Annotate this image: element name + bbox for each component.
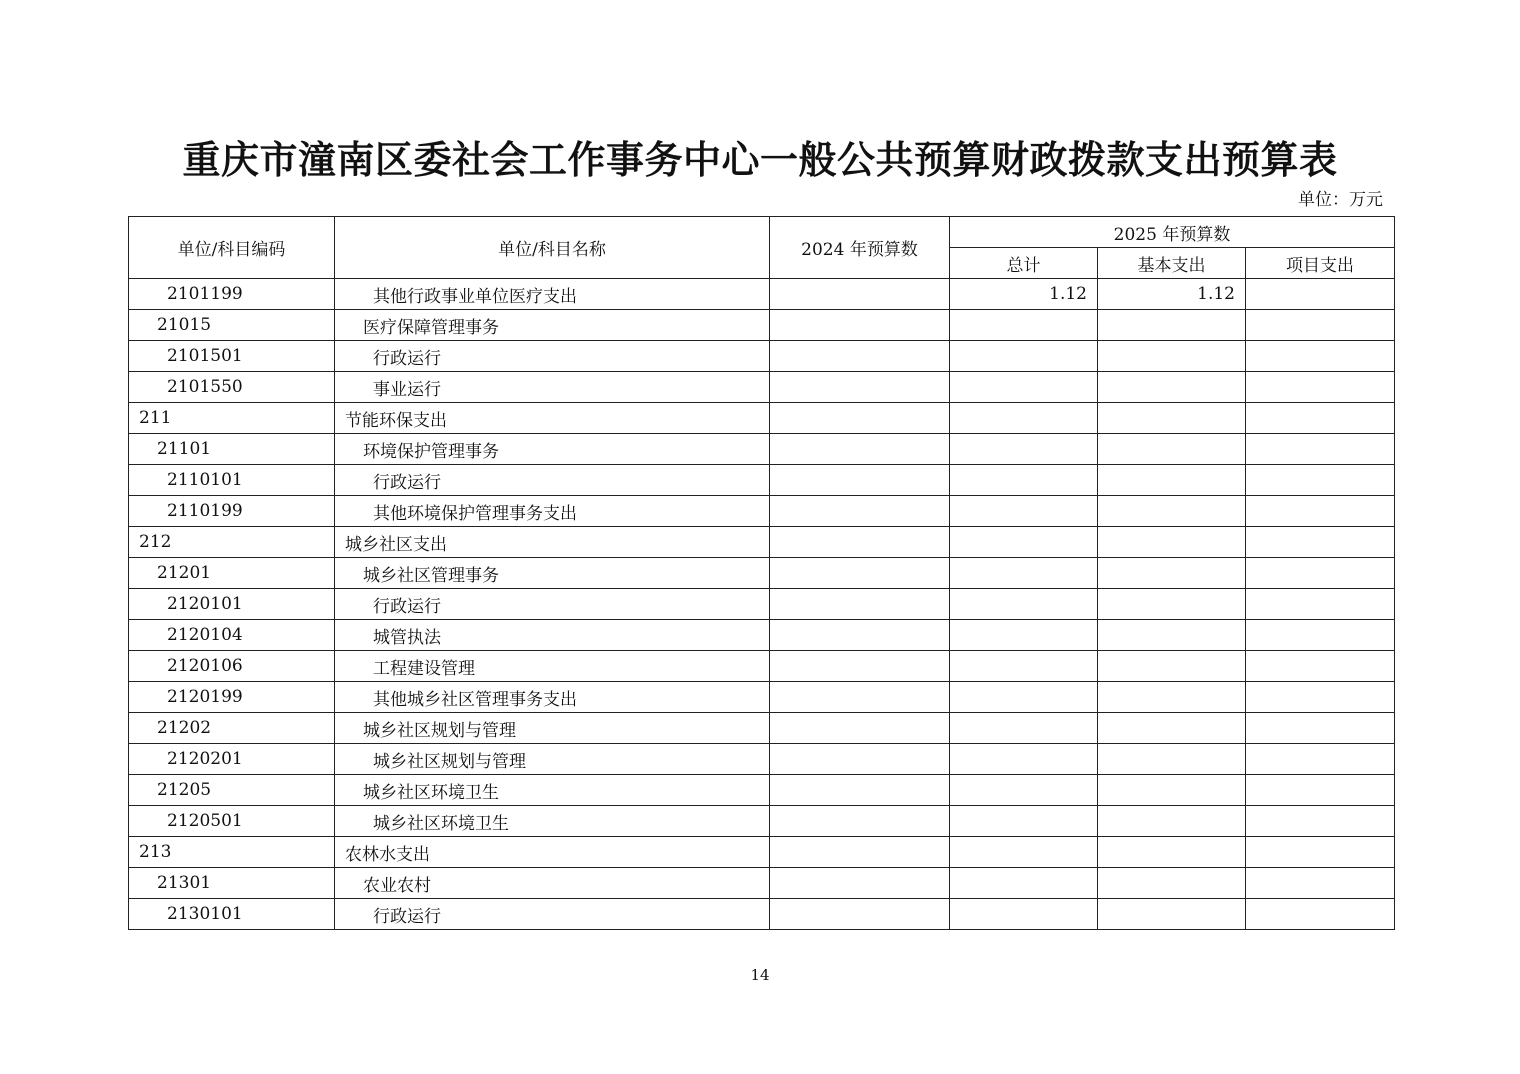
cell-total: [950, 620, 1098, 651]
table-row: [129, 837, 1395, 868]
cell-total: [950, 682, 1098, 713]
cell-budget-2024: [770, 434, 950, 465]
cell-code: 2120199: [129, 682, 335, 713]
cell-name: 其他行政事业单位医疗支出: [335, 279, 770, 310]
cell-basic: [1098, 651, 1246, 682]
cell-basic: [1098, 713, 1246, 744]
cell-total: 1.12: [950, 279, 1098, 310]
cell-code: 2101501: [129, 341, 335, 372]
cell-code: 211: [129, 403, 335, 434]
cell-budget-2024: [770, 806, 950, 837]
cell-code: 2120201: [129, 744, 335, 775]
cell-basic: [1098, 589, 1246, 620]
cell-total: [950, 403, 1098, 434]
cell-code: 212: [129, 527, 335, 558]
cell-project: [1246, 465, 1395, 496]
table-row: [129, 713, 1395, 744]
cell-total: [950, 465, 1098, 496]
cell-project: [1246, 682, 1395, 713]
cell-basic: [1098, 620, 1246, 651]
cell-total: [950, 806, 1098, 837]
cell-basic: 1.12: [1098, 279, 1246, 310]
cell-total: [950, 527, 1098, 558]
table-row: [129, 465, 1395, 496]
table-row: [129, 651, 1395, 682]
table-body: [129, 279, 1395, 930]
table-row: [129, 806, 1395, 837]
cell-basic: [1098, 682, 1246, 713]
cell-code: 2130101: [129, 899, 335, 930]
cell-project: [1246, 899, 1395, 930]
table-row: [129, 775, 1395, 806]
cell-project: [1246, 868, 1395, 899]
header-total: 总计: [950, 248, 1098, 279]
cell-code: 2120101: [129, 589, 335, 620]
cell-code: 21202: [129, 713, 335, 744]
cell-basic: [1098, 837, 1246, 868]
table-row: [129, 372, 1395, 403]
cell-project: [1246, 806, 1395, 837]
cell-basic: [1098, 806, 1246, 837]
cell-name: 农业农村: [335, 868, 770, 899]
cell-name: 行政运行: [335, 899, 770, 930]
table-row: [129, 527, 1395, 558]
table-row: [129, 868, 1395, 899]
cell-name: 城管执法: [335, 620, 770, 651]
cell-total: [950, 868, 1098, 899]
cell-budget-2024: [770, 620, 950, 651]
cell-name: 节能环保支出: [335, 403, 770, 434]
cell-total: [950, 496, 1098, 527]
cell-total: [950, 589, 1098, 620]
cell-code: 21301: [129, 868, 335, 899]
header-row-1: [129, 217, 1395, 248]
cell-name: 环境保护管理事务: [335, 434, 770, 465]
cell-budget-2024: [770, 403, 950, 434]
cell-basic: [1098, 465, 1246, 496]
cell-basic: [1098, 372, 1246, 403]
cell-basic: [1098, 558, 1246, 589]
cell-name: 事业运行: [335, 372, 770, 403]
table-row: [129, 496, 1395, 527]
cell-basic: [1098, 527, 1246, 558]
table-row: [129, 744, 1395, 775]
table-row: [129, 279, 1395, 310]
cell-project: [1246, 372, 1395, 403]
cell-basic: [1098, 744, 1246, 775]
cell-project: [1246, 558, 1395, 589]
cell-basic: [1098, 775, 1246, 806]
cell-name: 医疗保障管理事务: [335, 310, 770, 341]
cell-project: [1246, 589, 1395, 620]
cell-name: 城乡社区规划与管理: [335, 713, 770, 744]
cell-name: 工程建设管理: [335, 651, 770, 682]
cell-code: 21205: [129, 775, 335, 806]
header-basic: 基本支出: [1098, 248, 1246, 279]
cell-code: 2101550: [129, 372, 335, 403]
header-code: 单位/科目编码: [129, 217, 335, 279]
table-row: [129, 341, 1395, 372]
cell-project: [1246, 744, 1395, 775]
cell-project: [1246, 775, 1395, 806]
cell-total: [950, 310, 1098, 341]
unit-label: 单位：万元: [1298, 190, 1383, 210]
cell-name: 其他城乡社区管理事务支出: [335, 682, 770, 713]
header-budget-2024: 2024 年预算数: [770, 217, 950, 279]
table-row: [129, 403, 1395, 434]
cell-name: 行政运行: [335, 465, 770, 496]
cell-total: [950, 341, 1098, 372]
cell-total: [950, 372, 1098, 403]
cell-code: 2120104: [129, 620, 335, 651]
page-number: 14: [750, 966, 770, 984]
cell-basic: [1098, 868, 1246, 899]
table-row: [129, 899, 1395, 930]
cell-budget-2024: [770, 341, 950, 372]
cell-project: [1246, 403, 1395, 434]
cell-total: [950, 744, 1098, 775]
cell-total: [950, 775, 1098, 806]
cell-total: [950, 899, 1098, 930]
cell-name: 城乡社区环境卫生: [335, 775, 770, 806]
cell-budget-2024: [770, 837, 950, 868]
cell-name: 城乡社区支出: [335, 527, 770, 558]
cell-total: [950, 558, 1098, 589]
cell-basic: [1098, 310, 1246, 341]
header-project: 项目支出: [1246, 248, 1395, 279]
cell-project: [1246, 434, 1395, 465]
cell-total: [950, 837, 1098, 868]
cell-budget-2024: [770, 682, 950, 713]
cell-project: [1246, 279, 1395, 310]
cell-project: [1246, 651, 1395, 682]
page-title: 重庆市潼南区委社会工作事务中心一般公共预算财政拨款支出预算表: [182, 138, 1338, 182]
cell-budget-2024: [770, 279, 950, 310]
cell-budget-2024: [770, 496, 950, 527]
cell-budget-2024: [770, 899, 950, 930]
cell-name: 其他环境保护管理事务支出: [335, 496, 770, 527]
table-row: [129, 558, 1395, 589]
header-budget-2025: 2025 年预算数: [950, 217, 1395, 248]
cell-name: 行政运行: [335, 589, 770, 620]
table-row: [129, 310, 1395, 341]
cell-basic: [1098, 341, 1246, 372]
cell-budget-2024: [770, 558, 950, 589]
cell-project: [1246, 527, 1395, 558]
cell-name: 城乡社区管理事务: [335, 558, 770, 589]
cell-basic: [1098, 496, 1246, 527]
cell-project: [1246, 310, 1395, 341]
cell-project: [1246, 620, 1395, 651]
cell-name: 城乡社区规划与管理: [335, 744, 770, 775]
cell-project: [1246, 341, 1395, 372]
cell-code: 2120501: [129, 806, 335, 837]
cell-basic: [1098, 434, 1246, 465]
cell-basic: [1098, 899, 1246, 930]
cell-code: 21101: [129, 434, 335, 465]
cell-total: [950, 651, 1098, 682]
cell-basic: [1098, 403, 1246, 434]
cell-budget-2024: [770, 868, 950, 899]
cell-budget-2024: [770, 310, 950, 341]
cell-project: [1246, 713, 1395, 744]
cell-name: 城乡社区环境卫生: [335, 806, 770, 837]
table-row: [129, 589, 1395, 620]
budget-table: [128, 216, 1395, 930]
cell-budget-2024: [770, 589, 950, 620]
cell-code: 2110199: [129, 496, 335, 527]
cell-code: 2120106: [129, 651, 335, 682]
table-row: [129, 434, 1395, 465]
cell-budget-2024: [770, 651, 950, 682]
cell-budget-2024: [770, 372, 950, 403]
cell-code: 2101199: [129, 279, 335, 310]
cell-project: [1246, 837, 1395, 868]
cell-project: [1246, 496, 1395, 527]
cell-code: 213: [129, 837, 335, 868]
table-row: [129, 682, 1395, 713]
table-row: [129, 620, 1395, 651]
cell-budget-2024: [770, 465, 950, 496]
cell-budget-2024: [770, 744, 950, 775]
cell-total: [950, 434, 1098, 465]
cell-budget-2024: [770, 713, 950, 744]
cell-budget-2024: [770, 775, 950, 806]
cell-budget-2024: [770, 527, 950, 558]
cell-code: 2110101: [129, 465, 335, 496]
cell-total: [950, 713, 1098, 744]
cell-code: 21015: [129, 310, 335, 341]
cell-name: 农林水支出: [335, 837, 770, 868]
header-name: 单位/科目名称: [335, 217, 770, 279]
cell-code: 21201: [129, 558, 335, 589]
cell-name: 行政运行: [335, 341, 770, 372]
